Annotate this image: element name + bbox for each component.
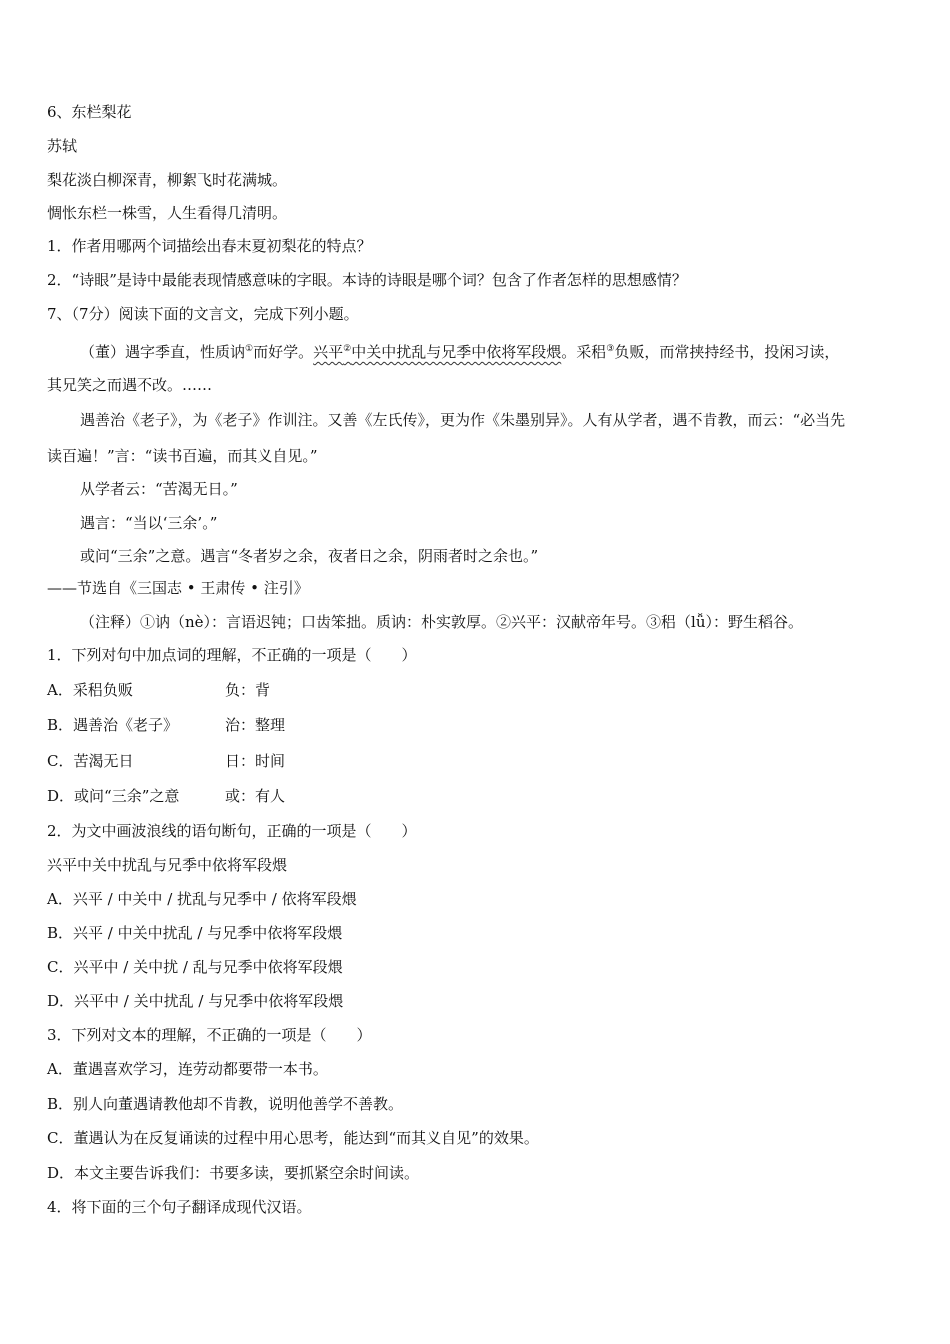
question-1-option-a: A．采稆负贩 负：背 [47, 681, 271, 699]
poem-line-1: 梨花淡白柳深青，柳絮飞时花满城。 [47, 171, 288, 189]
question-1-stem: 1．下列对句中加点词的理解，不正确的一项是（ ） [47, 646, 417, 664]
question-1-option-c: C．苦渴无日 日：时间 [47, 752, 286, 770]
question-2-option-c: C．兴平中 / 关中扰 / 乱与兄季中依将军段煨 [47, 958, 343, 976]
wenyan-paragraph-2: 遇善治《老子》，为《老子》作训注。又善《左氏传》，更为作《朱墨别异》。人有从学者，遇不肯教，而云：“必当先 [80, 411, 846, 429]
poem-heading: 6、东栏梨花 [47, 103, 132, 121]
question-3-option-a: A．董遇喜欢学习，连劳动都要带一本书。 [47, 1060, 328, 1078]
question-1-option-b: B．遇善治《老子》 治：整理 [47, 716, 286, 734]
question-2-option-b: B．兴平 / 中关中扰乱 / 与兄季中依将军段煨 [47, 924, 343, 942]
note-marker-2: ② [343, 344, 352, 354]
wenyan-paragraph-3: 从学者云：“苦渴无日。” [80, 480, 238, 498]
annotations: （注释）①讷（nè）：言语迟钝；口齿笨拙。质讷：朴实敦厚。②兴平：汉献帝年号。③稆（lǚ）：野生稻谷。 [80, 613, 804, 631]
poem-line-2: 惆怅东栏一株雪，人生看得几清明。 [47, 204, 288, 222]
question-4-stem: 4．将下面的三个句子翻译成现代汉语。 [47, 1198, 312, 1216]
question-1-option-d: D．或问“三余”之意 或：有人 [47, 787, 286, 805]
question-2-option-d: D．兴平中 / 关中扰乱 / 与兄季中依将军段煨 [47, 992, 344, 1010]
wavy-sentence: 兴平②中关中扰乱与兄季中依将军段煨 [313, 343, 562, 361]
question-3-stem: 3．下列对文本的理解，不正确的一项是（ ） [47, 1026, 372, 1044]
question-2-stem: 2．为文中画波浪线的语句断句，正确的一项是（ ） [47, 822, 417, 840]
question-2-option-a: A．兴平 / 中关中 / 扰乱与兄季中 / 依将军段煨 [47, 890, 357, 908]
wenyan-paragraph-1-cont: 其兄笑之而遇不改。…… [47, 376, 213, 394]
wenyan-paragraph-4: 遇言：“当以‘三余’。” [80, 514, 218, 532]
poem-question-1: 1．作者用哪两个词描绘出春末夏初梨花的特点？ [47, 237, 372, 255]
poem-author: 苏轼 [47, 137, 78, 155]
question-3-option-b: B．别人向董遇请教他却不肯教，说明他善学不善教。 [47, 1095, 404, 1113]
wenyan-heading: 7、（7分）阅读下面的文言文，完成下列小题。 [47, 305, 359, 323]
wenyan-paragraph-5: 或问“三余”之意。遇言“冬者岁之余，夜者日之余，阴雨者时之余也。” [80, 547, 539, 565]
wenyan-paragraph-1: （董）遇字季直，性质讷①而好学。兴平②中关中扰乱与兄季中依将军段煨。采稆③负贩，而常挟持经书，投闲习读， [80, 343, 840, 361]
source-citation: ——节选自《三国志 • 王肃传 • 注引》 [47, 579, 309, 597]
note-marker-3: ③ [606, 344, 615, 354]
wenyan-paragraph-2-cont: 读百遍！”言：“读书百遍，而其义自见。” [47, 447, 318, 465]
question-2-sentence: 兴平中关中扰乱与兄季中依将军段煨 [47, 856, 288, 874]
poem-question-2: 2．“诗眼”是诗中最能表现情感意味的字眼。本诗的诗眼是哪个词？包含了作者怎样的思想感情？ [47, 271, 687, 289]
question-3-option-d: D．本文主要告诉我们：书要多读，要抓紧空余时间读。 [47, 1164, 420, 1182]
question-3-option-c: C．董遇认为在反复诵读的过程中用心思考，能达到“而其义自见”的效果。 [47, 1129, 539, 1147]
note-marker-1: ① [245, 344, 254, 354]
